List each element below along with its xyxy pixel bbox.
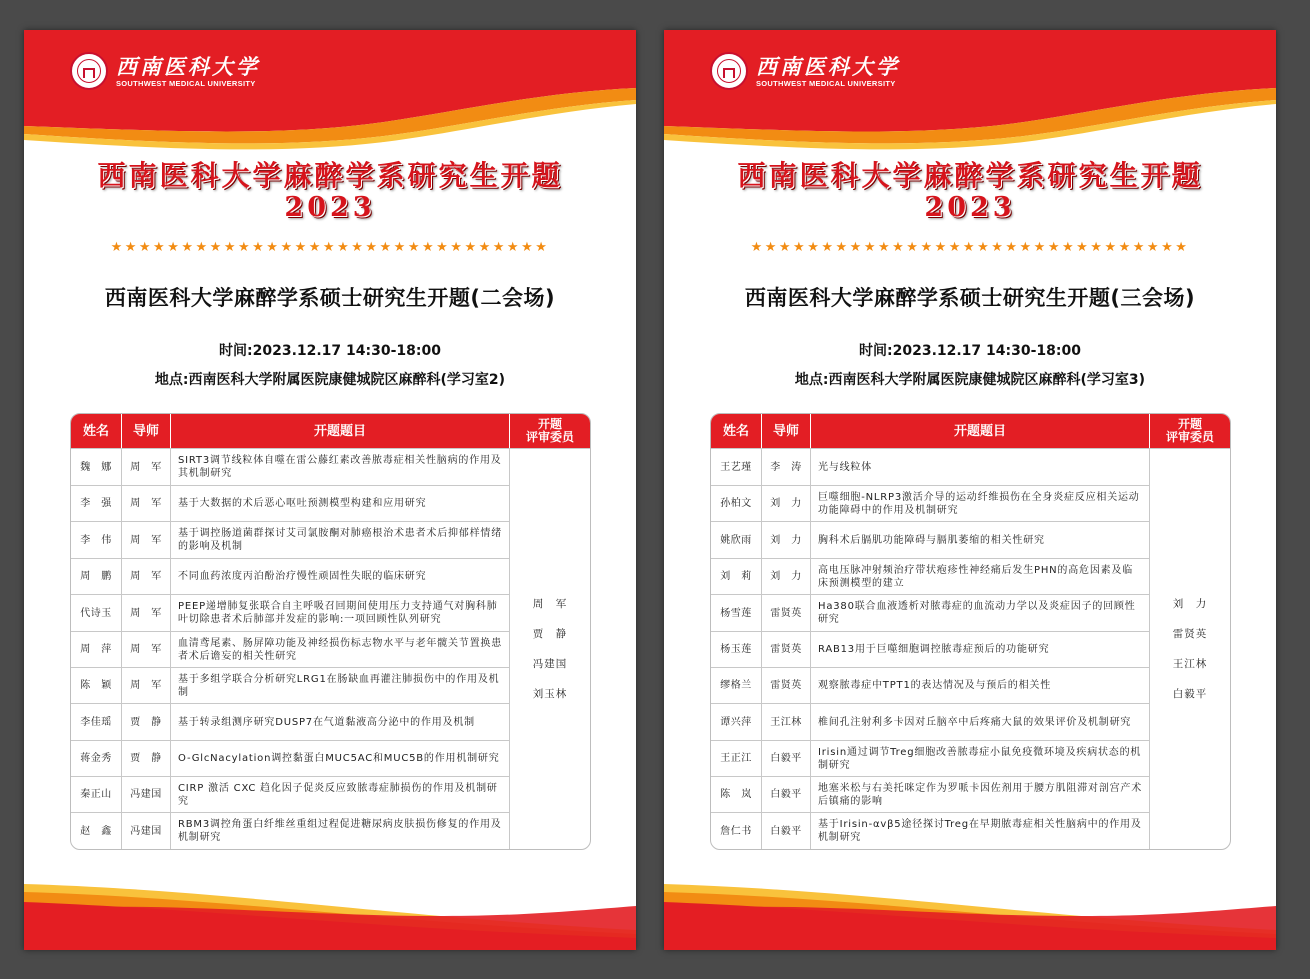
header-reviewers-label: 开题 评审委员 xyxy=(1165,417,1214,444)
student-name: 王艺瑾 xyxy=(711,448,762,485)
session-time: 时间:2023.12.17 14:30-18:00 xyxy=(219,343,441,359)
table-header-row xyxy=(71,414,590,448)
student-name: 缪格兰 xyxy=(711,667,762,703)
top-banner xyxy=(24,30,636,170)
advisor-name: 贾 静 xyxy=(122,740,171,776)
thesis-topic: 椎间孔注射利多卡因对丘脑卒中后疼痛大鼠的效果评价及机制研究 xyxy=(811,703,1150,740)
reviewer-name: 贾 静 xyxy=(532,627,568,640)
table-row xyxy=(711,448,1230,485)
advisor-name: 刘 力 xyxy=(762,558,811,594)
reviewer-committee xyxy=(510,448,590,849)
student-name: 周 萍 xyxy=(71,631,122,667)
thesis-topic: 基于多组学联合分析研究LRG1在肠缺血再灌注肺损伤中的作用及机制 xyxy=(171,667,510,703)
thesis-topic: 基于大数据的术后恶心呕吐预测模型构建和应用研究 xyxy=(171,485,510,521)
schedule-table xyxy=(710,413,1231,850)
thesis-topic: 光与线粒体 xyxy=(811,448,1150,485)
student-name: 赵 鑫 xyxy=(71,812,122,849)
thesis-topic: 不同血药浓度丙泊酚治疗慢性顽固性失眠的临床研究 xyxy=(171,558,510,594)
main-title: 西南医科大学麻醉学系研究生开题 xyxy=(737,159,1203,192)
student-name: 李 强 xyxy=(71,485,122,521)
student-name: 刘 莉 xyxy=(711,558,762,594)
advisor-name: 贾 静 xyxy=(122,703,171,740)
thesis-topic: 高电压脉冲射频治疗带状疱疹性神经痛后发生PHN的高危因素及临床预测模型的建立 xyxy=(811,558,1150,594)
student-name: 杨玉莲 xyxy=(711,631,762,667)
session-subtitle: 西南医科大学麻醉学系硕士研究生开题(三会场) xyxy=(744,286,1196,310)
thesis-topic: PEEP递增肺复张联合自主呼吸召回期间使用压力支持通气对胸科肺叶切除患者术后肺部并发症的影响:一项回顾性队列研究 xyxy=(171,594,510,631)
session-time: 时间:2023.12.17 14:30-18:00 xyxy=(859,343,1081,359)
student-name: 李佳瑶 xyxy=(71,703,122,740)
advisor-name: 周 军 xyxy=(122,667,171,703)
thesis-topic: O-GlcNacylation调控黏蛋白MUC5AC和MUC5B的作用机制研究 xyxy=(171,740,510,776)
reviewer-name: 刘玉林 xyxy=(532,687,568,700)
student-name: 魏 娜 xyxy=(71,448,122,485)
thesis-topic: Irisin通过调节Treg细胞改善脓毒症小鼠免疫微环境及疾病状态的机制研究 xyxy=(811,740,1150,776)
university-seal-icon xyxy=(710,52,748,90)
advisor-name: 白毅平 xyxy=(762,776,811,812)
reviewer-name: 雷贤英 xyxy=(1172,627,1208,640)
star-divider: ★★★★★★★★★★★★★★★★★★★★★★★★★★★★★★★ xyxy=(110,240,550,255)
thesis-topic: RAB13用于巨噬细胞调控脓毒症预后的功能研究 xyxy=(811,631,1150,667)
poster-venue-3 xyxy=(664,30,1276,950)
thesis-topic: SIRT3调节线粒体自噬在雷公藤红素改善脓毒症相关性脑病的作用及其机制研究 xyxy=(171,448,510,485)
university-logo xyxy=(70,52,260,90)
reviewer-name: 王江林 xyxy=(1172,657,1208,670)
advisor-name: 冯建国 xyxy=(122,812,171,849)
advisor-name: 周 军 xyxy=(122,631,171,667)
advisor-name: 王江林 xyxy=(762,703,811,740)
thesis-topic: 基于调控肠道菌群探讨艾司氯胺酮对肺癌根治术患者术后抑郁样情绪的影响及机制 xyxy=(171,521,510,558)
advisor-name: 白毅平 xyxy=(762,812,811,849)
student-name: 陈 岚 xyxy=(711,776,762,812)
header-reviewers-label: 开题 评审委员 xyxy=(525,417,574,444)
student-name: 杨雪莲 xyxy=(711,594,762,631)
bottom-banner xyxy=(24,880,636,950)
thesis-topic: 血清鸢尾素、肠屏障功能及神经损伤标志物水平与老年髋关节置换患者术后谵妄的相关性研究 xyxy=(171,631,510,667)
schedule-table xyxy=(70,413,591,850)
reviewer-name: 白毅平 xyxy=(1172,687,1208,700)
logo-english-name: SOUTHWEST MEDICAL UNIVERSITY xyxy=(116,78,256,88)
logo-english-name: SOUTHWEST MEDICAL UNIVERSITY xyxy=(756,78,896,88)
advisor-name: 周 军 xyxy=(122,485,171,521)
advisor-name: 雷贤英 xyxy=(762,631,811,667)
session-subtitle: 西南医科大学麻醉学系硕士研究生开题(二会场) xyxy=(104,286,556,310)
header-topic: 开题题目 xyxy=(171,414,510,448)
header-reviewers xyxy=(510,414,590,448)
advisor-name: 刘 力 xyxy=(762,521,811,558)
university-seal-icon xyxy=(70,52,108,90)
reviewer-name: 刘 力 xyxy=(1172,597,1208,610)
student-name: 姚欣雨 xyxy=(711,521,762,558)
advisor-name: 雷贤英 xyxy=(762,667,811,703)
bottom-banner xyxy=(664,880,1276,950)
header-topic: 开题题目 xyxy=(811,414,1150,448)
student-name: 陈 颖 xyxy=(71,667,122,703)
advisor-name: 雷贤英 xyxy=(762,594,811,631)
table-row xyxy=(71,448,590,485)
student-name: 谭兴萍 xyxy=(711,703,762,740)
student-name: 周 鹏 xyxy=(71,558,122,594)
advisor-name: 周 军 xyxy=(122,448,171,485)
student-name: 李 伟 xyxy=(71,521,122,558)
header-reviewers xyxy=(1150,414,1230,448)
thesis-topic: CIRP 激活 CXC 趋化因子促炎反应致脓毒症肺损伤的作用及机制研究 xyxy=(171,776,510,812)
poster-venue-2 xyxy=(24,30,636,950)
thesis-topic: 地塞米松与右美托咪定作为罗哌卡因佐剂用于腰方肌阻滞对剖宫产术后镇痛的影响 xyxy=(811,776,1150,812)
advisor-name: 周 军 xyxy=(122,521,171,558)
table-header-row xyxy=(711,414,1230,448)
student-name: 蒋金秀 xyxy=(71,740,122,776)
star-divider: ★★★★★★★★★★★★★★★★★★★★★★★★★★★★★★★ xyxy=(750,240,1190,255)
header-advisor: 导师 xyxy=(762,414,811,448)
session-place: 地点:西南医科大学附属医院康健城院区麻醉科(学习室2) xyxy=(154,372,506,388)
advisor-name: 冯建国 xyxy=(122,776,171,812)
thesis-topic: 巨噬细胞-NLRP3激活介导的运动纤维损伤在全身炎症反应相关运动功能障碍中的作用及机制研究 xyxy=(811,485,1150,521)
student-name: 代诗玉 xyxy=(71,594,122,631)
header-name: 姓名 xyxy=(711,414,762,448)
thesis-topic: 基于Irisin-αvβ5途径探讨Treg在早期脓毒症相关性脑病中的作用及机制研究 xyxy=(811,812,1150,849)
thesis-topic: Ha380联合血液透析对脓毒症的血流动力学以及炎症因子的回顾性研究 xyxy=(811,594,1150,631)
top-banner xyxy=(664,30,1276,170)
advisor-name: 白毅平 xyxy=(762,740,811,776)
logo-chinese-name: 西南医科大学 xyxy=(116,53,260,79)
thesis-topic: 基于转录组测序研究DUSP7在气道黏液高分泌中的作用及机制 xyxy=(171,703,510,740)
advisor-name: 周 军 xyxy=(122,558,171,594)
reviewer-name: 周 军 xyxy=(532,597,568,610)
student-name: 秦正山 xyxy=(71,776,122,812)
header-advisor: 导师 xyxy=(122,414,171,448)
main-title: 西南医科大学麻醉学系研究生开题 xyxy=(97,159,563,192)
logo-chinese-name: 西南医科大学 xyxy=(756,53,900,79)
session-place: 地点:西南医科大学附属医院康健城院区麻醉科(学习室3) xyxy=(794,372,1146,388)
student-name: 孙柏文 xyxy=(711,485,762,521)
header-name: 姓名 xyxy=(71,414,122,448)
year-title: 2023 xyxy=(924,192,1016,223)
student-name: 王正江 xyxy=(711,740,762,776)
advisor-name: 周 军 xyxy=(122,594,171,631)
advisor-name: 李 涛 xyxy=(762,448,811,485)
thesis-topic: RBM3调控角蛋白纤维丝重组过程促进糖尿病皮肤损伤修复的作用及机制研究 xyxy=(171,812,510,849)
thesis-topic: 胸科术后膈肌功能障碍与膈肌萎缩的相关性研究 xyxy=(811,521,1150,558)
thesis-topic: 观察脓毒症中TPT1的表达情况及与预后的相关性 xyxy=(811,667,1150,703)
advisor-name: 刘 力 xyxy=(762,485,811,521)
reviewer-name: 冯建国 xyxy=(532,657,568,670)
university-logo xyxy=(710,52,900,90)
student-name: 詹仁书 xyxy=(711,812,762,849)
reviewer-committee xyxy=(1150,448,1230,849)
year-title: 2023 xyxy=(284,192,376,223)
